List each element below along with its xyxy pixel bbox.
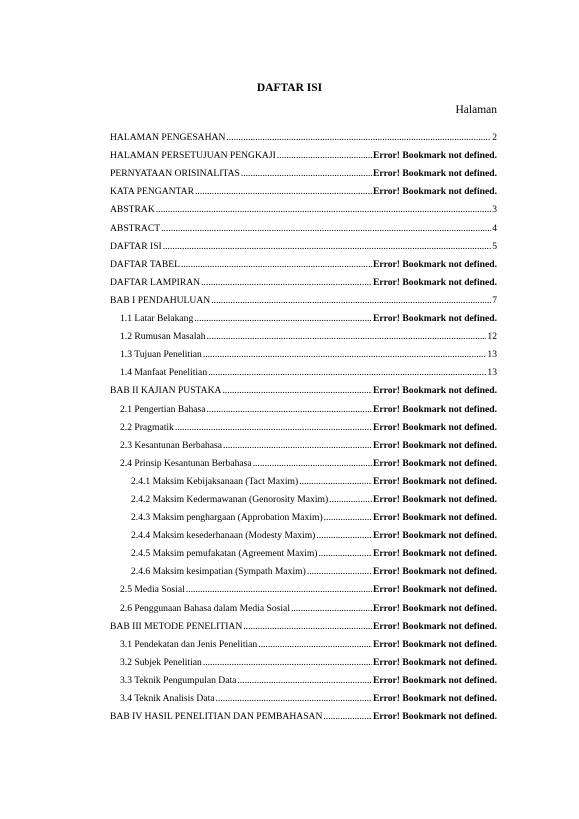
toc-entry[interactable] <box>110 125 497 143</box>
toc-entry-title: BAB I PENDAHULUAN <box>110 294 211 306</box>
toc-entry-title: DAFTAR ISI <box>110 240 162 252</box>
dot-leader <box>258 639 372 650</box>
dot-leader <box>299 476 372 487</box>
toc-entry[interactable] <box>110 342 497 360</box>
toc-entry-title: 1.2 Rumusan Masalah <box>120 331 206 343</box>
toc-entry-title: 2.2 Pragmatik <box>120 421 174 433</box>
dot-leader <box>195 186 372 197</box>
dot-leader <box>323 711 372 722</box>
dot-leader <box>241 168 372 179</box>
toc-entry-title: BAB II KAJIAN PUSTAKA <box>110 385 222 397</box>
dot-leader <box>156 204 491 215</box>
table-of-contents <box>110 125 497 722</box>
dot-leader <box>208 367 486 378</box>
toc-entry-title: 2.6 Penggunaan Bahasa dalam Media Sosial <box>120 602 290 614</box>
toc-entry[interactable] <box>110 650 497 668</box>
toc-entry-title: 3.3 Teknik Pengumpulan Data <box>120 674 237 686</box>
dot-leader <box>216 693 372 704</box>
toc-entry-page: Error! Bookmark not defined. <box>372 602 497 614</box>
toc-entry-page: Error! Bookmark not defined. <box>372 313 497 325</box>
toc-entry-page: Error! Bookmark not defined. <box>372 638 497 650</box>
dot-leader <box>175 422 372 433</box>
dot-leader <box>277 150 372 161</box>
toc-entry[interactable] <box>110 161 497 179</box>
toc-entry-title: 2.4.1 Maksim Kebijaksanaan (Tact Maxim) <box>131 475 299 487</box>
toc-entry-page: 2 <box>492 132 497 144</box>
toc-entry[interactable] <box>110 396 497 414</box>
dot-leader <box>324 512 372 523</box>
toc-entry-page: Error! Bookmark not defined. <box>372 493 497 505</box>
toc-entry-page: 3 <box>492 204 497 216</box>
toc-entry-title: ABSTRACT <box>110 222 161 234</box>
dot-leader <box>163 241 491 252</box>
toc-entry[interactable] <box>110 686 497 704</box>
toc-entry-title: ABSTRAK <box>110 204 155 216</box>
dot-leader <box>161 223 491 234</box>
dot-leader <box>186 584 372 595</box>
toc-entry[interactable] <box>110 668 497 686</box>
dot-leader <box>319 548 372 559</box>
toc-entry-page: Error! Bookmark not defined. <box>372 186 497 198</box>
toc-entry[interactable] <box>110 252 497 270</box>
toc-entry-title: 2.4.5 Maksim pemufakatan (Agreement Maxim) <box>131 548 318 560</box>
toc-entry-page: 12 <box>487 331 497 343</box>
toc-entry[interactable] <box>110 505 497 523</box>
toc-entry-page: 13 <box>487 349 497 361</box>
toc-entry[interactable] <box>110 324 497 342</box>
toc-entry[interactable] <box>110 451 497 469</box>
page-column-label: Halaman <box>455 104 497 116</box>
toc-entry-title: 3.4 Teknik Analisis Data <box>120 693 215 704</box>
toc-entry-title: 2.4.4 Maksim kesederhanaan (Modesty Maxim) <box>131 530 316 542</box>
toc-entry[interactable] <box>110 632 497 650</box>
toc-entry-title: PERNYATAAN ORISINALITAS <box>110 168 240 180</box>
toc-entry-title: BAB III METODE PENELITIAN <box>110 620 243 632</box>
toc-entry-title: 2.4.2 Maksim Kedermawanan (Genorosity Maxim) <box>131 493 329 505</box>
toc-entry-page: Error! Bookmark not defined. <box>372 403 497 415</box>
toc-entry[interactable] <box>110 559 497 577</box>
toc-entry-title: 3.2 Subjek Penelitian <box>120 656 202 668</box>
toc-entry[interactable] <box>110 215 497 233</box>
dot-leader <box>181 259 372 270</box>
toc-entry[interactable] <box>110 487 497 505</box>
dot-leader <box>222 385 372 396</box>
toc-entry[interactable] <box>110 541 497 559</box>
toc-entry[interactable] <box>110 197 497 215</box>
dot-leader <box>329 494 372 505</box>
toc-entry[interactable] <box>110 704 497 722</box>
toc-entry-page: Error! Bookmark not defined. <box>372 258 497 270</box>
dot-leader <box>226 132 491 143</box>
toc-entry-page: Error! Bookmark not defined. <box>372 566 497 578</box>
toc-entry-title: 2.4.6 Maksim kesimpatian (Sympath Maxim) <box>131 566 306 578</box>
toc-entry-page: 7 <box>492 294 497 306</box>
toc-entry-page: Error! Bookmark not defined. <box>372 457 497 469</box>
toc-entry[interactable] <box>110 179 497 197</box>
dot-leader <box>316 530 372 541</box>
toc-entry-title: DAFTAR TABEL <box>110 258 180 270</box>
page-title: DAFTAR ISI <box>256 82 323 94</box>
toc-entry[interactable] <box>110 523 497 541</box>
toc-entry-page: Error! Bookmark not defined. <box>372 439 497 451</box>
toc-entry[interactable] <box>110 288 497 306</box>
toc-entry-page: 13 <box>487 367 497 379</box>
toc-entry-page: Error! Bookmark not defined. <box>372 150 497 162</box>
toc-entry-page: Error! Bookmark not defined. <box>372 421 497 433</box>
toc-entry-title: 2.5 Media Sosial <box>120 584 185 596</box>
toc-entry[interactable] <box>110 378 497 396</box>
toc-entry-page: 4 <box>492 222 497 234</box>
toc-entry-title: 3.1 Pendekatan dan Jenis Penelitian <box>120 638 258 650</box>
toc-entry-title: HALAMAN PERSETUJUAN PENGKAJI <box>110 150 276 162</box>
toc-entry-title: DAFTAR LAMPIRAN <box>110 276 201 288</box>
toc-entry[interactable] <box>110 469 497 487</box>
toc-entry-page: Error! Bookmark not defined. <box>372 385 497 397</box>
toc-entry-page: Error! Bookmark not defined. <box>372 548 497 560</box>
dot-leader <box>203 349 487 360</box>
toc-entry-page: Error! Bookmark not defined. <box>372 620 497 632</box>
dot-leader <box>203 657 372 668</box>
toc-entry[interactable] <box>110 270 497 288</box>
toc-entry[interactable] <box>110 360 497 378</box>
dot-leader <box>253 458 372 469</box>
toc-entry-title: KATA PENGANTAR <box>110 186 195 198</box>
toc-entry-title: 1.3 Tujuan Penelitian <box>120 349 202 361</box>
dot-leader <box>201 277 372 288</box>
toc-entry-page: Error! Bookmark not defined. <box>372 711 497 723</box>
toc-entry-page: Error! Bookmark not defined. <box>372 512 497 524</box>
dot-leader <box>207 331 487 342</box>
toc-entry-page: Error! Bookmark not defined. <box>372 584 497 596</box>
toc-entry[interactable] <box>110 595 497 613</box>
toc-entry-title: 2.1 Pengertian Bahasa <box>120 403 206 415</box>
dot-leader <box>211 295 491 306</box>
toc-entry-title: BAB IV HASIL PENELITIAN DAN PEMBAHASAN <box>110 711 323 723</box>
toc-entry-title: 2.4 Prinsip Kesantunan Berbahasa <box>120 457 252 469</box>
dot-leader <box>291 603 372 614</box>
toc-entry[interactable] <box>110 415 497 433</box>
toc-entry-page: Error! Bookmark not defined. <box>372 530 497 542</box>
toc-entry-title: 1.1 Latar Belakang <box>120 313 194 325</box>
toc-entry[interactable] <box>110 234 497 252</box>
dot-leader <box>207 404 372 415</box>
toc-entry[interactable] <box>110 143 497 161</box>
toc-entry-page: Error! Bookmark not defined. <box>372 674 497 686</box>
toc-entry-page: Error! Bookmark not defined. <box>372 693 497 704</box>
toc-entry-page: Error! Bookmark not defined. <box>372 168 497 180</box>
toc-entry-title: 2.3 Kesantunan Berbahasa <box>120 439 223 451</box>
toc-entry[interactable] <box>110 577 497 595</box>
toc-entry-title: HALAMAN PENGESAHAN <box>110 132 226 144</box>
dot-leader <box>243 621 372 632</box>
toc-entry[interactable] <box>110 433 497 451</box>
toc-entry-title: 2.4.3 Maksim penghargaan (Approbation Maxim) <box>131 512 323 524</box>
toc-entry[interactable] <box>110 306 497 324</box>
toc-entry-page: Error! Bookmark not defined. <box>372 276 497 288</box>
dot-leader <box>307 566 372 577</box>
toc-entry-page: Error! Bookmark not defined. <box>372 475 497 487</box>
dot-leader <box>223 440 372 451</box>
dot-leader <box>237 675 372 686</box>
toc-entry-page: 5 <box>492 240 497 252</box>
toc-entry[interactable] <box>110 614 497 632</box>
dot-leader <box>194 313 372 324</box>
toc-entry-page: Error! Bookmark not defined. <box>372 656 497 668</box>
toc-entry-title: 1.4 Manfaat Penelitian <box>120 367 208 379</box>
